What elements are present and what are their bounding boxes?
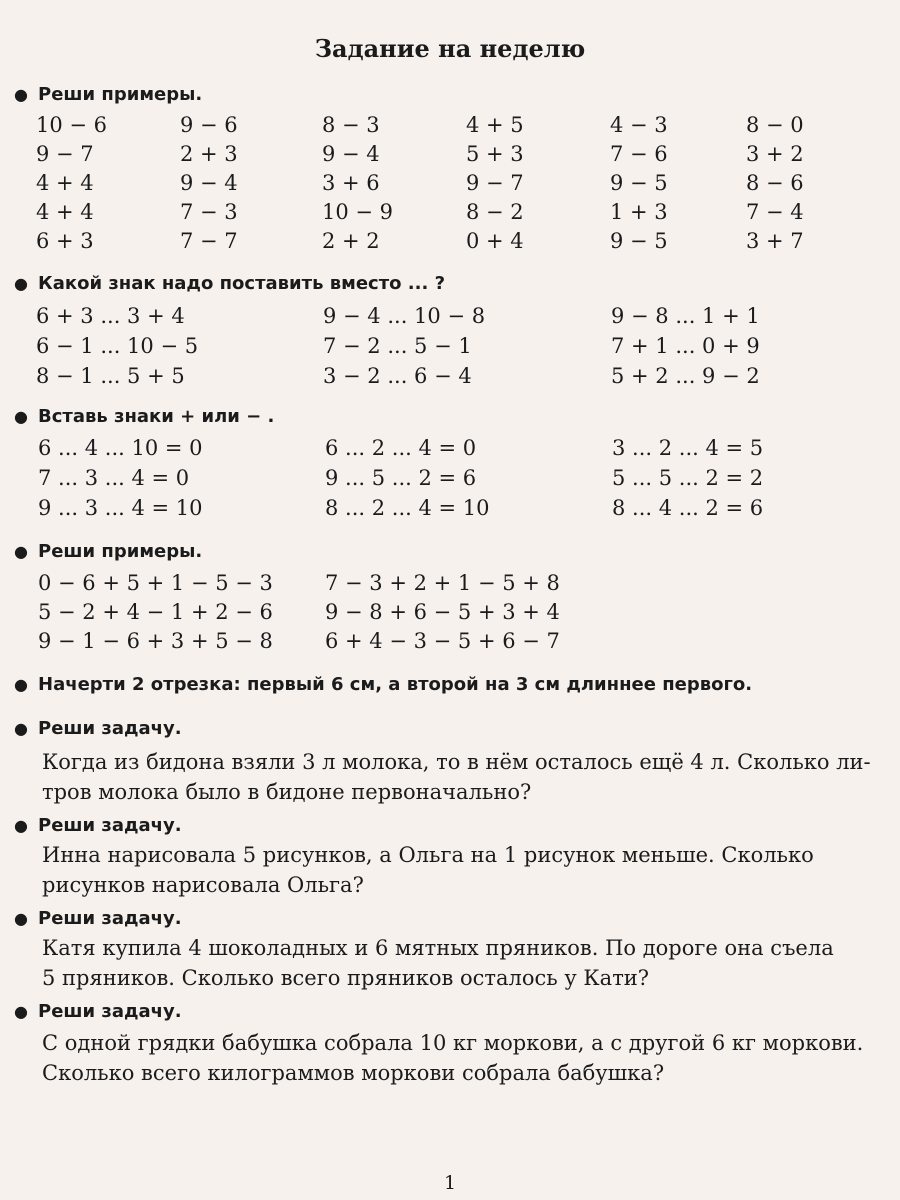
section-heading: ● Какой знак надо поставить вместо ... ?: [14, 273, 446, 294]
exercise: 7 − 6: [610, 142, 668, 166]
section-heading: ● Вставь знаки + или − .: [14, 406, 275, 427]
exercise: 8 − 6: [746, 171, 804, 195]
exercise: 7 ... 3 ... 4 = 0: [38, 466, 190, 490]
exercise: 9 − 5: [610, 171, 668, 195]
exercise-row: [0, 571, 900, 601]
exercise: 2 + 3: [180, 142, 238, 166]
exercise: 3 − 2 ... 6 − 4: [323, 364, 472, 388]
page-number: 1: [443, 1172, 457, 1194]
exercise: 8 − 3: [322, 113, 380, 137]
bullet-icon: ●: [14, 274, 28, 293]
exercise: 3 + 7: [746, 229, 804, 253]
exercise: 5 + 2 ... 9 − 2: [611, 364, 760, 388]
bullet-icon: ●: [14, 542, 28, 561]
exercise-row: [0, 142, 900, 172]
exercise-row: [0, 200, 900, 230]
exercise-row: [0, 496, 900, 526]
exercise: 3 + 6: [322, 171, 380, 195]
bullet-icon: ●: [14, 909, 28, 928]
task-text: Когда из бидона взяли 3 л молока, то в нём осталось ещё 4 л. Сколько ли- тров молока было в бидоне первоначально?: [42, 750, 871, 804]
exercise: 9 − 1 − 6 + 3 + 5 − 8: [38, 629, 273, 653]
task-text: С одной грядки бабушка собрала 10 кг моркови, а с другой 6 кг моркови. Сколько всего килограммов моркови собрала бабушка?: [42, 1031, 864, 1085]
exercise: 5 − 2 + 4 − 1 + 2 − 6: [38, 600, 273, 624]
exercise: 5 ... 5 ... 2 = 2: [612, 466, 764, 490]
exercise: 6 ... 2 ... 4 = 0: [325, 436, 477, 460]
exercise: 8 − 1 ... 5 + 5: [36, 364, 185, 388]
exercise-row: [0, 334, 900, 364]
exercise: 9 − 4 ... 10 − 8: [323, 304, 486, 328]
section-heading: ● Реши задачу.: [14, 815, 182, 836]
exercise: 4 + 4: [36, 171, 94, 195]
exercise: 9 ... 3 ... 4 = 10: [38, 496, 203, 520]
task-text: Катя купила 4 шоколадных и 6 мятных пряников. По дороге она съела 5 пряников. Сколько всего пряников осталось у Кати?: [42, 936, 834, 990]
exercise-row: [0, 466, 900, 496]
exercise: 6 + 4 − 3 − 5 + 6 − 7: [325, 629, 560, 653]
exercise: 7 − 3: [180, 200, 238, 224]
bullet-icon: ●: [14, 675, 28, 694]
exercise: 8 − 2: [466, 200, 524, 224]
exercise: 1 + 3: [610, 200, 668, 224]
exercise-row: [0, 600, 900, 630]
bullet-icon: ●: [14, 407, 28, 426]
exercise: 10 − 9: [322, 200, 394, 224]
exercise-row: [0, 629, 900, 659]
exercise: 6 + 3: [36, 229, 94, 253]
bullet-icon: ●: [14, 1002, 28, 1021]
exercise: 8 ... 2 ... 4 = 10: [325, 496, 490, 520]
exercise: 7 − 7: [180, 229, 238, 253]
exercise: 6 ... 4 ... 10 = 0: [38, 436, 203, 460]
section-heading: ● Реши задачу.: [14, 908, 182, 929]
section-heading: ● Реши задачу.: [14, 718, 182, 739]
exercise: 6 + 3 ... 3 + 4: [36, 304, 185, 328]
bullet-icon: ●: [14, 719, 28, 738]
exercise-row: [0, 171, 900, 201]
exercise: 9 − 6: [180, 113, 238, 137]
exercise: 8 − 0: [746, 113, 804, 137]
exercise-row: [0, 229, 900, 259]
exercise: 7 − 3 + 2 + 1 − 5 + 8: [325, 571, 560, 595]
exercise: 8 ... 4 ... 2 = 6: [612, 496, 764, 520]
section-heading: ● Реши примеры.: [14, 84, 203, 105]
exercise: 9 ... 5 ... 2 = 6: [325, 466, 477, 490]
page-title: Задание на неделю: [314, 34, 586, 63]
exercise: 7 − 2 ... 5 − 1: [323, 334, 472, 358]
exercise: 9 − 4: [322, 142, 380, 166]
exercise: 4 − 3: [610, 113, 668, 137]
exercise: 4 + 4: [36, 200, 94, 224]
section-heading: ● Реши примеры.: [14, 541, 203, 562]
section-heading: ● Начерти 2 отрезка: первый 6 см, а второй на 3 см длиннее первого.: [14, 674, 753, 695]
exercise-row: [0, 304, 900, 334]
bullet-icon: ●: [14, 816, 28, 835]
exercise: 0 − 6 + 5 + 1 − 5 − 3: [38, 571, 273, 595]
exercise: 3 ... 2 ... 4 = 5: [612, 436, 764, 460]
exercise: 9 − 5: [610, 229, 668, 253]
exercise: 0 + 4: [466, 229, 524, 253]
exercise: 9 − 7: [36, 142, 94, 166]
task-text: Инна нарисовала 5 рисунков, а Ольга на 1 рисунок меньше. Сколько рисунков нарисовала Ольга?: [42, 843, 814, 897]
exercise: 9 − 4: [180, 171, 238, 195]
bullet-icon: ●: [14, 85, 28, 104]
exercise-row: [0, 364, 900, 394]
exercise: 7 − 4: [746, 200, 804, 224]
exercise: 4 + 5: [466, 113, 524, 137]
section-heading: ● Реши задачу.: [14, 1001, 182, 1022]
exercise: 5 + 3: [466, 142, 524, 166]
exercise: 9 − 8 ... 1 + 1: [611, 304, 760, 328]
exercise: 9 − 7: [466, 171, 524, 195]
exercise: 2 + 2: [322, 229, 380, 253]
exercise: 9 − 8 + 6 − 5 + 3 + 4: [325, 600, 560, 624]
exercise: 10 − 6: [36, 113, 108, 137]
exercise-row: [0, 436, 900, 466]
exercise: 3 + 2: [746, 142, 804, 166]
exercise: 7 + 1 ... 0 + 9: [611, 334, 760, 358]
exercise-row: [0, 113, 900, 143]
exercise: 6 − 1 ... 10 − 5: [36, 334, 199, 358]
